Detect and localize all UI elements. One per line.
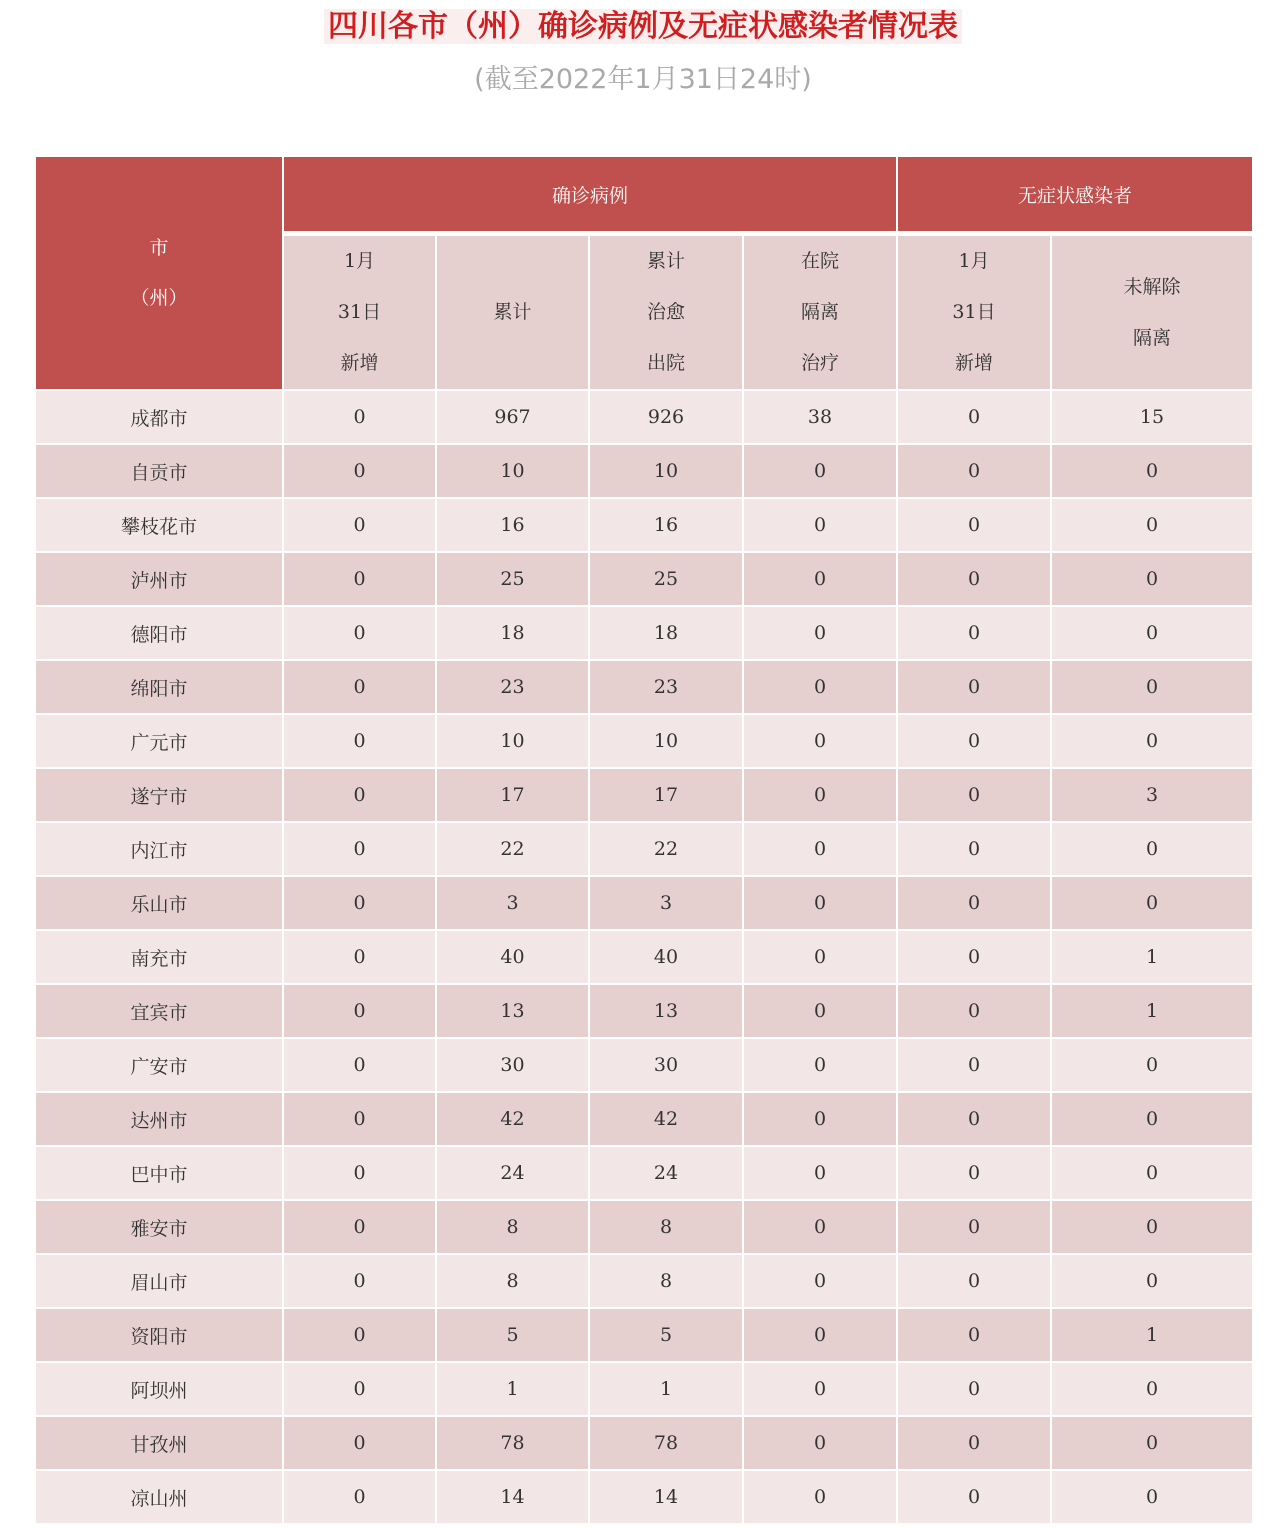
cell-asym-new: 0 <box>897 1470 1051 1523</box>
cell-total: 24 <box>436 1146 589 1200</box>
table-row <box>36 930 1252 984</box>
cell-asym-isolation: 0 <box>1051 876 1252 930</box>
cell-cured: 25 <box>589 552 743 606</box>
cell-new: 0 <box>283 822 436 876</box>
header-asymptomatic-group: 无症状感染者 <box>897 157 1252 234</box>
cell-hospital: 0 <box>743 768 897 822</box>
cell-new: 0 <box>283 1416 436 1470</box>
cell-total: 10 <box>436 714 589 768</box>
cell-cured: 30 <box>589 1038 743 1092</box>
table-row <box>36 498 1252 552</box>
cell-total: 967 <box>436 390 589 444</box>
cell-asym-new: 0 <box>897 1254 1051 1308</box>
cell-total: 8 <box>436 1200 589 1254</box>
cell-cured: 17 <box>589 768 743 822</box>
cell-total: 18 <box>436 606 589 660</box>
cell-cured: 42 <box>589 1092 743 1146</box>
page-subtitle: (截至2022年1月31日24时) <box>474 64 812 95</box>
cell-city: 成都市 <box>36 390 283 444</box>
table-row <box>36 1092 1252 1146</box>
header-new-confirmed-line: 1月 <box>343 250 376 272</box>
page-title-text: 四川各市（州）确诊病例及无症状感染者情况表 <box>324 9 962 44</box>
table-row <box>36 876 1252 930</box>
cell-asym-new: 0 <box>897 660 1051 714</box>
cell-new: 0 <box>283 984 436 1038</box>
cell-asym-new: 0 <box>897 714 1051 768</box>
header-new-confirmed-line: 新增 <box>340 352 379 374</box>
cell-hospital: 0 <box>743 498 897 552</box>
header-city <box>36 157 283 390</box>
cell-city: 凉山州 <box>36 1470 283 1523</box>
cell-hospital: 0 <box>743 876 897 930</box>
header-new-asymptomatic <box>897 234 1051 391</box>
cell-asym-isolation: 0 <box>1051 822 1252 876</box>
cell-city: 资阳市 <box>36 1308 283 1362</box>
cell-new: 0 <box>283 606 436 660</box>
cell-asym-new: 0 <box>897 390 1051 444</box>
cell-asym-isolation: 0 <box>1051 714 1252 768</box>
cell-hospital: 0 <box>743 1362 897 1416</box>
cell-asym-isolation: 0 <box>1051 552 1252 606</box>
cell-asym-new: 0 <box>897 606 1051 660</box>
cell-asym-new: 0 <box>897 984 1051 1038</box>
cell-asym-isolation: 0 <box>1051 1092 1252 1146</box>
cell-cured: 3 <box>589 876 743 930</box>
cell-city: 泸州市 <box>36 552 283 606</box>
page-title <box>0 6 1286 48</box>
table-row <box>36 1416 1252 1470</box>
cell-cured: 18 <box>589 606 743 660</box>
table-row <box>36 1254 1252 1308</box>
cell-asym-isolation: 0 <box>1051 1362 1252 1416</box>
cell-city: 内江市 <box>36 822 283 876</box>
cell-new: 0 <box>283 1362 436 1416</box>
header-under-isolation-line: 隔离 <box>1133 326 1172 349</box>
cell-total: 23 <box>436 660 589 714</box>
cell-total: 3 <box>436 876 589 930</box>
header-under-isolation-line: 未解除 <box>1123 275 1181 298</box>
table-row <box>36 714 1252 768</box>
cell-asym-isolation: 1 <box>1051 984 1252 1038</box>
cell-total: 22 <box>436 822 589 876</box>
cell-hospital: 0 <box>743 660 897 714</box>
cell-cured: 14 <box>589 1470 743 1523</box>
cell-city: 遂宁市 <box>36 768 283 822</box>
cell-cured: 22 <box>589 822 743 876</box>
cell-total: 13 <box>436 984 589 1038</box>
cell-total: 17 <box>436 768 589 822</box>
cell-cured: 13 <box>589 984 743 1038</box>
header-new-confirmed-line: 31日 <box>337 301 382 323</box>
cell-asym-new: 0 <box>897 1038 1051 1092</box>
cell-hospital: 0 <box>743 1308 897 1362</box>
cell-new: 0 <box>283 390 436 444</box>
cell-city: 乐山市 <box>36 876 283 930</box>
cell-cured: 1 <box>589 1362 743 1416</box>
table-row <box>36 1038 1252 1092</box>
cell-asym-isolation: 0 <box>1051 1416 1252 1470</box>
cell-city: 宜宾市 <box>36 984 283 1038</box>
cell-city: 南充市 <box>36 930 283 984</box>
cell-city: 达州市 <box>36 1092 283 1146</box>
cell-hospital: 0 <box>743 822 897 876</box>
cell-asym-new: 0 <box>897 1092 1051 1146</box>
cell-total: 40 <box>436 930 589 984</box>
cell-new: 0 <box>283 768 436 822</box>
cell-city: 雅安市 <box>36 1200 283 1254</box>
cell-hospital: 0 <box>743 930 897 984</box>
header-cured-line: 累计 <box>646 250 685 272</box>
cell-asym-new: 0 <box>897 552 1051 606</box>
cell-total: 16 <box>436 498 589 552</box>
cell-asym-isolation: 1 <box>1051 930 1252 984</box>
cell-cured: 5 <box>589 1308 743 1362</box>
header-new-asymptomatic-line: 31日 <box>952 301 996 323</box>
cell-asym-isolation: 0 <box>1051 498 1252 552</box>
cell-cured: 10 <box>589 714 743 768</box>
header-hospitalized-line: 在院 <box>801 250 840 272</box>
cell-new: 0 <box>283 444 436 498</box>
cell-new: 0 <box>283 1308 436 1362</box>
cell-city: 绵阳市 <box>36 660 283 714</box>
cell-city: 眉山市 <box>36 1254 283 1308</box>
cell-asym-isolation: 3 <box>1051 768 1252 822</box>
cell-new: 0 <box>283 1200 436 1254</box>
cell-city: 广元市 <box>36 714 283 768</box>
cell-asym-isolation: 15 <box>1051 390 1252 444</box>
cell-asym-isolation: 1 <box>1051 1308 1252 1362</box>
header-cured <box>589 234 743 391</box>
cell-city: 广安市 <box>36 1038 283 1092</box>
header-hospitalized-line: 治疗 <box>801 352 840 374</box>
cell-hospital: 0 <box>743 1254 897 1308</box>
table-row <box>36 1200 1252 1254</box>
table-row <box>36 1308 1252 1362</box>
cell-total: 1 <box>436 1362 589 1416</box>
cell-cured: 78 <box>589 1416 743 1470</box>
cell-total: 8 <box>436 1254 589 1308</box>
header-cured-line: 治愈 <box>646 301 685 323</box>
cell-total: 14 <box>436 1470 589 1523</box>
table-row <box>36 1146 1252 1200</box>
table-row <box>36 1470 1252 1523</box>
cell-asym-new: 0 <box>897 930 1051 984</box>
table-row <box>36 552 1252 606</box>
header-confirmed-group: 确诊病例 <box>283 157 897 234</box>
header-city-line1: 市 <box>149 237 169 259</box>
cell-cured: 8 <box>589 1254 743 1308</box>
cell-asym-new: 0 <box>897 876 1051 930</box>
cell-asym-isolation: 0 <box>1051 1146 1252 1200</box>
cell-hospital: 0 <box>743 1092 897 1146</box>
stats-table <box>36 157 1252 1523</box>
cell-cured: 40 <box>589 930 743 984</box>
cell-hospital: 0 <box>743 714 897 768</box>
cell-asym-new: 0 <box>897 498 1051 552</box>
cell-asym-isolation: 0 <box>1051 1200 1252 1254</box>
cell-hospital: 0 <box>743 1470 897 1523</box>
cell-total: 25 <box>436 552 589 606</box>
cell-new: 0 <box>283 714 436 768</box>
cell-hospital: 0 <box>743 1146 897 1200</box>
cell-asym-new: 0 <box>897 768 1051 822</box>
cell-hospital: 0 <box>743 444 897 498</box>
table-row <box>36 606 1252 660</box>
cell-asym-new: 0 <box>897 822 1051 876</box>
cell-hospital: 0 <box>743 552 897 606</box>
cell-new: 0 <box>283 1038 436 1092</box>
cell-hospital: 0 <box>743 1200 897 1254</box>
header-hospitalized-line: 隔离 <box>801 301 840 323</box>
table-row <box>36 444 1252 498</box>
header-city-line2: （州） <box>130 287 188 309</box>
cell-total: 5 <box>436 1308 589 1362</box>
cell-total: 42 <box>436 1092 589 1146</box>
cell-new: 0 <box>283 660 436 714</box>
cell-city: 巴中市 <box>36 1146 283 1200</box>
cell-new: 0 <box>283 498 436 552</box>
cell-cured: 23 <box>589 660 743 714</box>
cell-new: 0 <box>283 1092 436 1146</box>
cell-hospital: 0 <box>743 606 897 660</box>
cell-total: 30 <box>436 1038 589 1092</box>
header-hospitalized <box>743 234 897 391</box>
cell-cured: 24 <box>589 1146 743 1200</box>
header-cumulative: 累计 <box>436 234 589 391</box>
cell-new: 0 <box>283 552 436 606</box>
cell-cured: 10 <box>589 444 743 498</box>
cell-new: 0 <box>283 876 436 930</box>
cell-city: 自贡市 <box>36 444 283 498</box>
cell-asym-isolation: 0 <box>1051 606 1252 660</box>
cell-asym-new: 0 <box>897 444 1051 498</box>
cell-cured: 926 <box>589 390 743 444</box>
cell-asym-isolation: 0 <box>1051 1470 1252 1523</box>
cell-cured: 8 <box>589 1200 743 1254</box>
cell-new: 0 <box>283 1146 436 1200</box>
cell-total: 10 <box>436 444 589 498</box>
cell-asym-isolation: 0 <box>1051 660 1252 714</box>
table-row <box>36 660 1252 714</box>
cell-asym-isolation: 0 <box>1051 1254 1252 1308</box>
cell-asym-isolation: 0 <box>1051 444 1252 498</box>
cell-hospital: 0 <box>743 1416 897 1470</box>
header-new-asymptomatic-line: 新增 <box>955 352 994 374</box>
cell-hospital: 38 <box>743 390 897 444</box>
table-row <box>36 768 1252 822</box>
cell-cured: 16 <box>589 498 743 552</box>
header-new-confirmed <box>283 234 436 391</box>
cell-asym-new: 0 <box>897 1362 1051 1416</box>
cell-total: 78 <box>436 1416 589 1470</box>
cell-city: 攀枝花市 <box>36 498 283 552</box>
cell-asym-isolation: 0 <box>1051 1038 1252 1092</box>
table-row <box>36 822 1252 876</box>
header-under-isolation <box>1051 234 1252 391</box>
header-new-asymptomatic-line: 1月 <box>958 250 990 272</box>
cell-new: 0 <box>283 1470 436 1523</box>
cell-asym-new: 0 <box>897 1146 1051 1200</box>
cell-asym-new: 0 <box>897 1308 1051 1362</box>
header-cured-line: 出院 <box>646 352 685 374</box>
table-row <box>36 984 1252 1038</box>
cell-new: 0 <box>283 1254 436 1308</box>
cell-city: 甘孜州 <box>36 1416 283 1470</box>
cell-asym-new: 0 <box>897 1416 1051 1470</box>
cell-hospital: 0 <box>743 1038 897 1092</box>
table-row <box>36 1362 1252 1416</box>
cell-city: 阿坝州 <box>36 1362 283 1416</box>
cell-hospital: 0 <box>743 984 897 1038</box>
table-body <box>36 390 1252 1523</box>
cell-asym-new: 0 <box>897 1200 1051 1254</box>
cell-new: 0 <box>283 930 436 984</box>
cell-city: 德阳市 <box>36 606 283 660</box>
table-row <box>36 390 1252 444</box>
